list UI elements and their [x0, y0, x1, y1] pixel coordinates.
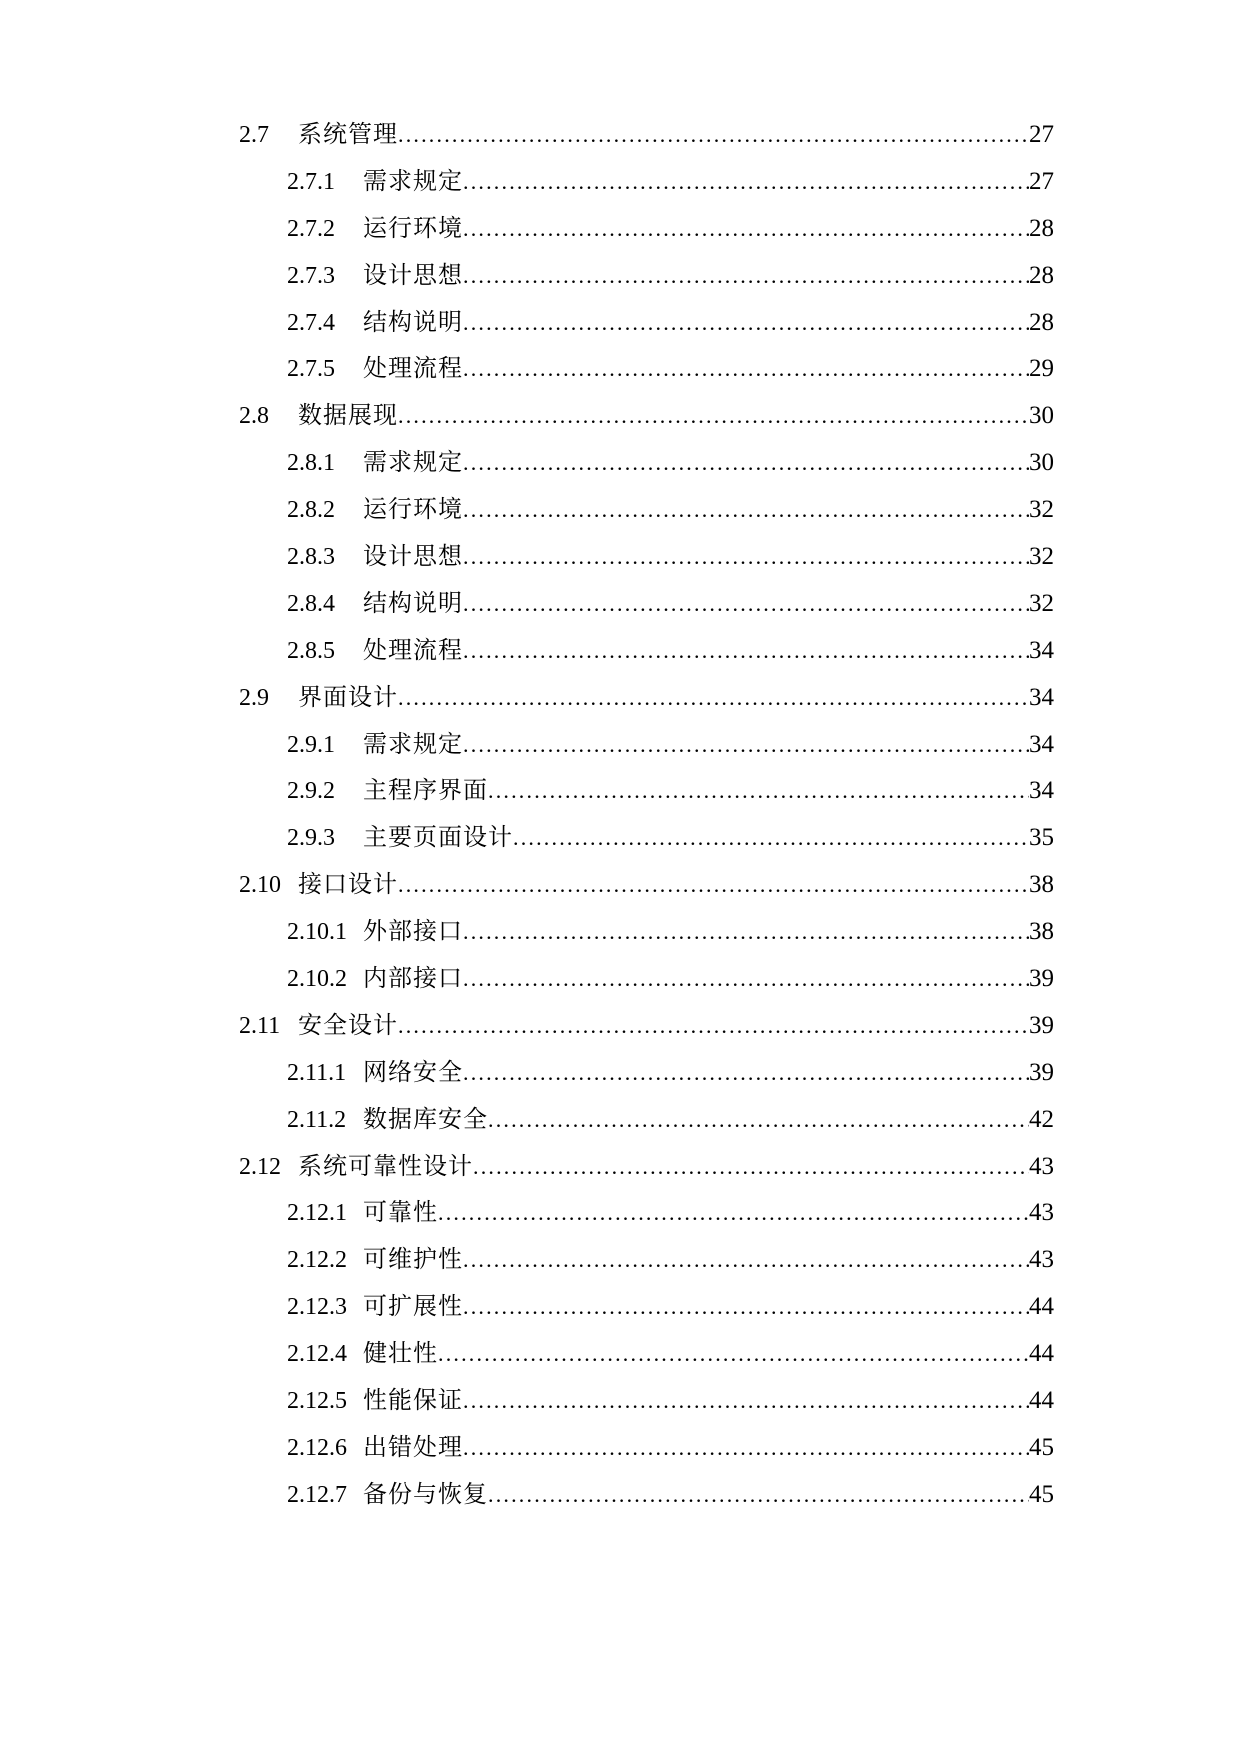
dot-leader — [463, 167, 1029, 197]
toc-entry-number: 2.11 — [239, 1012, 281, 1039]
toc-entry-number: 2.8 — [239, 403, 269, 430]
toc-entry-title: 需求规定 — [363, 731, 463, 758]
toc-entry[interactable] — [0, 870, 1054, 917]
dot-leader — [438, 1198, 1029, 1228]
toc-entry[interactable] — [0, 1245, 1054, 1292]
toc-entry-number: 2.12.2 — [287, 1247, 347, 1274]
dot-leader — [463, 1386, 1029, 1416]
toc-entry-page: 35 — [1029, 824, 1054, 852]
dot-leader — [398, 401, 1029, 431]
toc-entry-page: 29 — [1029, 355, 1054, 383]
toc-entry[interactable] — [0, 636, 1054, 683]
dot-leader — [463, 542, 1029, 572]
toc-entry-title: 主程序界面 — [363, 778, 488, 805]
toc-entry-title: 接口设计 — [298, 872, 398, 899]
toc-entry-title: 处理流程 — [363, 356, 463, 383]
toc-entry-page: 43 — [1029, 1199, 1054, 1227]
toc-entry-page: 32 — [1029, 589, 1054, 617]
toc-entry-number: 2.7.1 — [287, 168, 335, 195]
toc-entry-number: 2.7.4 — [287, 309, 335, 336]
toc-entry-number: 2.10 — [239, 872, 281, 899]
toc-entry[interactable] — [0, 683, 1054, 730]
dot-leader — [463, 261, 1029, 291]
toc-entry-title: 备份与恢复 — [363, 1481, 488, 1508]
toc-entry-title: 出错处理 — [363, 1434, 463, 1461]
dot-leader — [463, 917, 1029, 947]
toc-entry-title: 可靠性 — [363, 1200, 438, 1227]
toc-entry-number: 2.9.3 — [287, 825, 335, 852]
toc-entry-number: 2.8.5 — [287, 637, 335, 664]
toc-entry-title: 结构说明 — [363, 590, 463, 617]
toc-entry-page: 38 — [1029, 871, 1054, 899]
toc-entry[interactable] — [0, 1198, 1054, 1245]
toc-entry-title: 设计思想 — [363, 544, 463, 571]
toc-entry[interactable] — [0, 964, 1054, 1011]
toc-entry-page: 34 — [1029, 636, 1054, 664]
dot-leader — [463, 730, 1029, 760]
toc-entry-title: 可维护性 — [363, 1247, 463, 1274]
toc-entry-number: 2.12 — [239, 1153, 281, 1180]
toc-entry[interactable] — [0, 167, 1054, 214]
toc-entry-title: 运行环境 — [363, 215, 463, 242]
toc-entry-number: 2.12.1 — [287, 1200, 347, 1227]
toc-entry-page: 45 — [1029, 1433, 1054, 1461]
dot-leader — [488, 1105, 1029, 1135]
toc-entry-title: 网络安全 — [363, 1059, 463, 1086]
toc-entry-title: 安全设计 — [298, 1012, 398, 1039]
dot-leader — [463, 354, 1029, 384]
toc-entry-page: 44 — [1029, 1387, 1054, 1415]
dot-leader — [398, 683, 1029, 713]
toc-entry-number: 2.8.4 — [287, 590, 335, 617]
toc-entry[interactable] — [0, 776, 1054, 823]
toc-entry-number: 2.11.1 — [287, 1059, 347, 1086]
toc-entry-page: 28 — [1029, 261, 1054, 289]
toc-entry-page: 43 — [1029, 1246, 1054, 1274]
toc-entry[interactable] — [0, 308, 1054, 355]
toc-entry-number: 2.8.3 — [287, 544, 335, 571]
dot-leader — [463, 448, 1029, 478]
toc-entry[interactable] — [0, 1105, 1054, 1152]
dot-leader — [488, 1480, 1029, 1510]
toc-entry-number: 2.9.1 — [287, 731, 335, 758]
toc-entry-page: 30 — [1029, 402, 1054, 430]
toc-entry-title: 健壮性 — [363, 1341, 438, 1368]
dot-leader — [398, 870, 1029, 900]
toc-entry-number: 2.8.1 — [287, 450, 335, 477]
dot-leader — [463, 1058, 1029, 1088]
toc-entry-page: 44 — [1029, 1340, 1054, 1368]
dot-leader — [463, 1292, 1029, 1322]
toc-entry-title: 外部接口 — [363, 919, 463, 946]
toc-entry-number: 2.10.2 — [287, 966, 347, 993]
toc-entry-number: 2.12.7 — [287, 1481, 347, 1508]
toc-entry-number: 2.7.2 — [287, 215, 335, 242]
toc-entry[interactable] — [0, 261, 1054, 308]
toc-entry[interactable] — [0, 730, 1054, 777]
toc-entry-page: 28 — [1029, 214, 1054, 242]
toc-entry-title: 主要页面设计 — [363, 825, 513, 852]
toc-entry-title: 内部接口 — [363, 966, 463, 993]
toc-entry-number: 2.7.3 — [287, 262, 335, 289]
toc-entry[interactable] — [0, 1339, 1054, 1386]
toc-entry-number: 2.12.4 — [287, 1341, 347, 1368]
toc-entry[interactable] — [0, 495, 1054, 542]
dot-leader — [463, 308, 1029, 338]
toc-entry-page: 34 — [1029, 683, 1054, 711]
toc-entry-title: 系统可靠性设计 — [298, 1153, 473, 1180]
toc-entry-number: 2.9 — [239, 684, 269, 711]
toc-entry-title: 性能保证 — [363, 1388, 463, 1415]
toc-entry-number: 2.12.3 — [287, 1294, 347, 1321]
toc-entry-title: 处理流程 — [363, 637, 463, 664]
dot-leader — [463, 589, 1029, 619]
toc-entry[interactable] — [0, 823, 1054, 870]
toc-entry-page: 27 — [1029, 121, 1054, 148]
toc-entry-page: 45 — [1029, 1480, 1054, 1508]
toc-entry-page: 42 — [1029, 1105, 1054, 1133]
dot-leader — [463, 214, 1029, 244]
toc-entry-page: 44 — [1029, 1293, 1054, 1321]
toc-entry-page: 39 — [1029, 965, 1054, 993]
toc-entry[interactable] — [0, 589, 1054, 636]
dot-leader — [398, 120, 1029, 150]
toc-entry[interactable] — [0, 354, 1054, 401]
dot-leader — [513, 823, 1029, 853]
toc-entry[interactable] — [0, 917, 1054, 964]
toc-entry-title: 数据展现 — [298, 403, 398, 430]
toc-entry[interactable] — [0, 1058, 1054, 1105]
toc-entry-number: 2.10.1 — [287, 919, 347, 946]
toc-entry-number: 2.12.6 — [287, 1434, 347, 1461]
toc-entry-title: 结构说明 — [363, 309, 463, 336]
dot-leader — [438, 1339, 1029, 1369]
toc-entry-page: 32 — [1029, 496, 1054, 524]
toc-entry-number: 2.9.2 — [287, 778, 335, 805]
toc-entry-title: 数据库安全 — [363, 1106, 488, 1133]
toc-entry-title: 界面设计 — [298, 684, 398, 711]
dot-leader — [488, 776, 1029, 806]
toc-entry[interactable] — [0, 1292, 1054, 1339]
dot-leader — [463, 1245, 1029, 1275]
toc-entry[interactable] — [0, 120, 1054, 167]
toc-entry-page: 34 — [1029, 730, 1054, 758]
toc-entry-page: 32 — [1029, 543, 1054, 571]
toc-entry-page: 30 — [1029, 449, 1054, 477]
toc-entry-page: 38 — [1029, 918, 1054, 946]
toc-entry-title: 运行环境 — [363, 497, 463, 524]
toc-entry-page: 28 — [1029, 308, 1054, 336]
toc-entry[interactable] — [0, 1480, 1054, 1527]
toc-entry-title: 系统管理 — [298, 122, 398, 148]
toc-entry[interactable] — [0, 1386, 1054, 1433]
toc-entry-number: 2.12.5 — [287, 1388, 347, 1415]
dot-leader — [463, 964, 1029, 994]
dot-leader — [473, 1152, 1029, 1182]
toc-entry-page: 43 — [1029, 1152, 1054, 1180]
toc-entry[interactable] — [0, 1433, 1054, 1480]
toc-entry-title: 需求规定 — [363, 168, 463, 195]
toc-entry[interactable] — [0, 401, 1054, 448]
dot-leader — [398, 1011, 1029, 1041]
toc-entry-number: 2.7.5 — [287, 356, 335, 383]
toc-entry-page: 39 — [1029, 1058, 1054, 1086]
toc-entry-title: 可扩展性 — [363, 1294, 463, 1321]
toc-entry[interactable] — [0, 542, 1054, 589]
toc-entry-page: 39 — [1029, 1011, 1054, 1039]
toc-entry[interactable] — [0, 448, 1054, 495]
table-of-contents — [0, 120, 1054, 1527]
toc-entry[interactable] — [0, 1152, 1054, 1199]
toc-entry[interactable] — [0, 214, 1054, 261]
toc-entry-page: 34 — [1029, 777, 1054, 805]
toc-entry-number: 2.8.2 — [287, 497, 335, 524]
dot-leader — [463, 495, 1029, 525]
toc-entry-title: 设计思想 — [363, 262, 463, 289]
dot-leader — [463, 636, 1029, 666]
toc-entry[interactable] — [0, 1011, 1054, 1058]
toc-entry-number: 2.7 — [239, 122, 269, 148]
toc-entry-page: 27 — [1029, 167, 1054, 195]
toc-entry-number: 2.11.2 — [287, 1106, 347, 1133]
dot-leader — [463, 1433, 1029, 1463]
toc-entry-title: 需求规定 — [363, 450, 463, 477]
